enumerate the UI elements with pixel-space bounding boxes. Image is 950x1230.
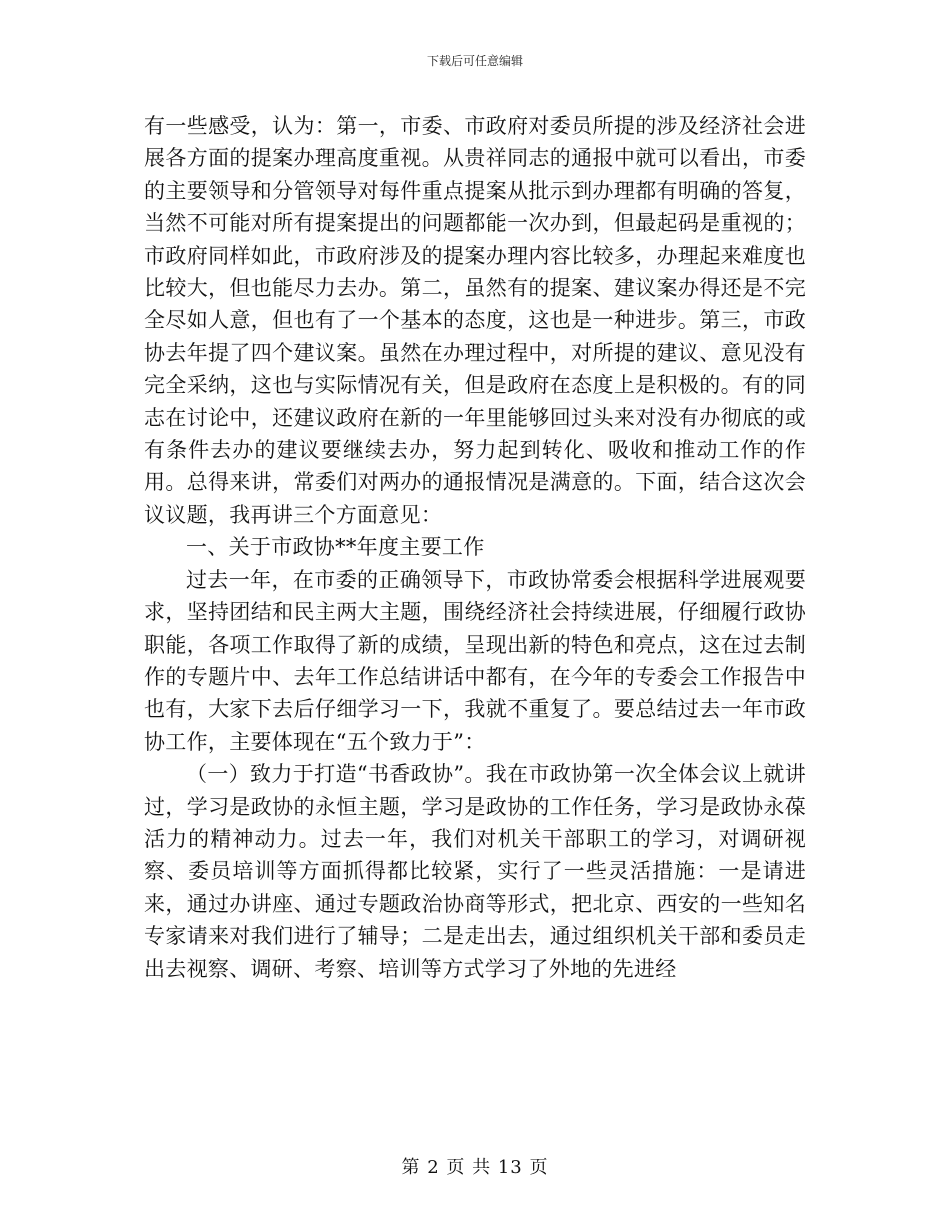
paragraph-past-year: 过去一年，在市委的正确领导下，市政协常委会根据科学进展观要求，坚持团结和民主两大主题，围绕经济社会持续进展，仔细履行政协职能，各项工作取得了新的成绩，呈现出新的特色和亮点，这在过去制作的专题片中、去年工作总结讲话中都有，在今年的专委会工作报告中也有，大家下去后仔细学习一下，我就不重复了。要总结过去一年市政协工作，主要体现在“五个致力于”： (144, 567, 806, 754)
page-header-note: 下载后可任意编辑 (426, 54, 523, 68)
paragraph-item-one: （一）致力于打造“书香政协”。我在市政协第一次全体会议上就讲过，学习是政协的永恒主题，学习是政协的工作任务，学习是政协永葆活力的精神动力。过去一年，我们对机关干部职工的学习，对调研视察、委员培训等方面抓得都比较紧，实行了一些灵活措施：一是请进来，通过办讲座、通过专题政治协商等形式，把北京、西安的一些知名专家请来对我们进行了辅导；二是走出去，通过组织机关干部和委员走出去视察、调研、考察、培训等方式学习了外地的先进经 (144, 762, 806, 981)
document-body (144, 110, 806, 985)
section-heading: 一、关于市政协**年度主要工作 (186, 535, 485, 560)
page-number-footer: 第 2 页 共 13 页 (401, 1157, 549, 1178)
paragraph-continuation: 有一些感受，认为：第一，市委、市政府对委员所提的涉及经济社会进展各方面的提案办理高度重视。从贵祥同志的通报中就可以看出，市委的主要领导和分管领导对每件重点提案从批示到办理都有明确的答复，当然不可能对所有提案提出的问题都能一次办到，但最起码是重视的；市政府同样如此，市政府涉及的提案办理内容比较多，办理起来难度也比较大，但也能尽力去办。第二，虽然有的提案、建议案办得还是不完全尽如人意，但也有了一个基本的态度，这也是一种进步。第三，市政协去年提了四个建议案。虽然在办理过程中，对所提的建议、意见没有完全采纳，这也与实际情况有关，但是政府在态度上是积极的。有的同志在讨论中，还建议政府在新的一年里能够回过头来对没有办彻底的或有条件去办的建议要继续去办，努力起到转化、吸收和推动工作的作用。总得来讲，常委们对两办的通报情况是满意的。下面，结合这次会议议题，我再讲三个方面意见： (144, 114, 806, 527)
